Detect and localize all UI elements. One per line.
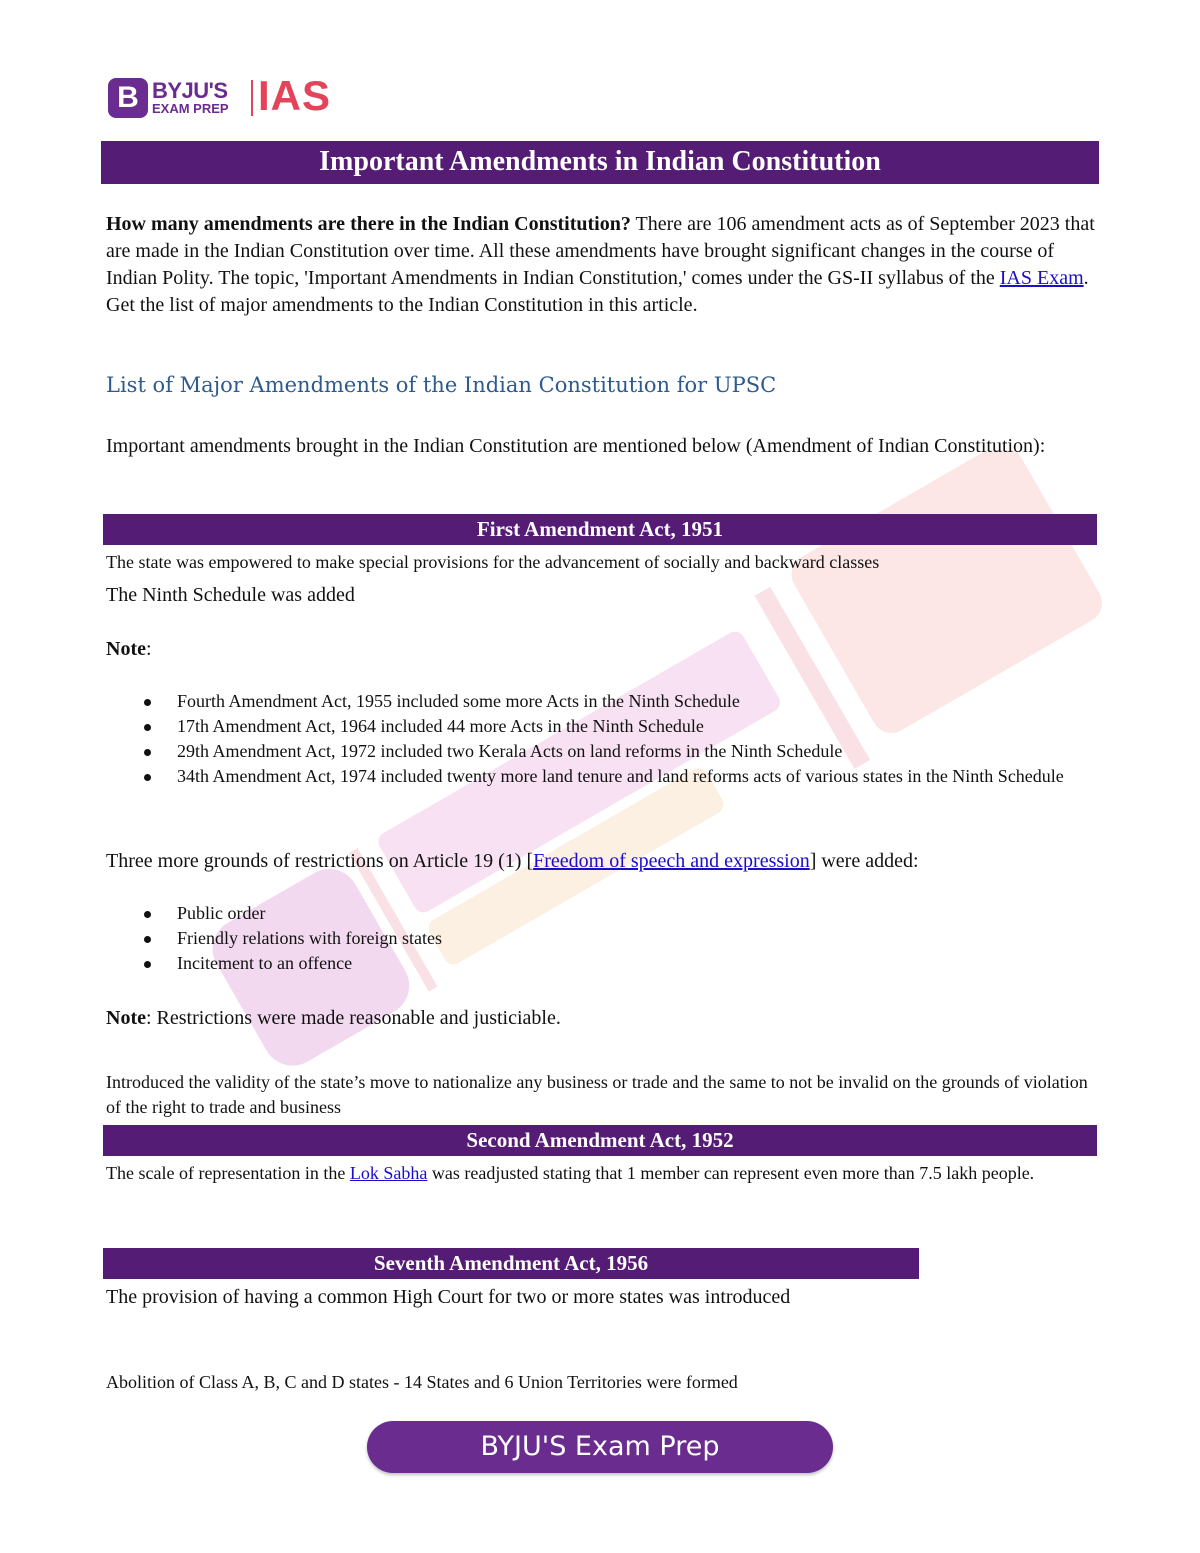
list-item: Incitement to an offence	[106, 951, 1096, 976]
first-amendment-header: First Amendment Act, 1951	[103, 514, 1097, 545]
ias-exam-link[interactable]: IAS Exam	[999, 267, 1084, 289]
list-item: Public order	[106, 901, 1096, 926]
note-2	[106, 1005, 561, 1032]
intro-paragraph	[106, 211, 1096, 319]
list-item: 29th Amendment Act, 1972 included two Kerala Acts on land reforms in the Ninth Schedule	[106, 739, 1096, 764]
section-heading: List of Major Amendments of the Indian Constitution for UPSC	[106, 373, 777, 397]
grounds-text: Three more grounds of restrictions on Article 19 (1) [	[106, 850, 534, 872]
logo-subtitle: EXAM PREP	[152, 101, 229, 116]
note2-label: Note	[106, 1007, 146, 1029]
intro-paragraph-2: Important amendments brought in the Indian Constitution are mentioned below (Amendment of Indian Constitution):	[106, 435, 1046, 457]
list-item: Friendly relations with foreign states	[106, 926, 1096, 951]
grounds-text-end: ] were added:	[809, 850, 919, 872]
grounds-paragraph	[106, 848, 919, 875]
logo-divider	[251, 80, 253, 116]
note-colon: :	[145, 638, 152, 660]
note-1	[106, 636, 152, 663]
second-amendment-header: Second Amendment Act, 1952	[103, 1125, 1097, 1156]
byjus-logo-icon: B	[108, 78, 148, 118]
seventh-amendment-header: Seventh Amendment Act, 1956	[103, 1248, 919, 1279]
seventh-amendment-line-2: Abolition of Class A, B, C and D states - 14 States and 6 Union Territories were formed	[106, 1372, 738, 1392]
intro-text: There are 106 amendment acts as of September 2023 that are made in the Indian Constitution over time. All these amendments have brought significant changes in the course of Indian Polity. The topic, 'Important Amendments in Indian Constitution,' comes under the GS-II syllabus of the	[106, 213, 1095, 289]
second-text: The scale of representation in the	[106, 1163, 350, 1183]
lok-sabha-link[interactable]: Lok Sabha	[349, 1163, 428, 1183]
note-label: Note	[106, 638, 146, 660]
list-item: Fourth Amendment Act, 1955 included some more Acts in the Ninth Schedule	[106, 689, 1096, 714]
list-item: 34th Amendment Act, 1974 included twenty more land tenure and land reforms acts of various states in the Ninth Schedule	[106, 764, 1096, 789]
list-item: 17th Amendment Act, 1964 included 44 more Acts in the Ninth Schedule	[106, 714, 1096, 739]
intro-question: How many amendments are there in the Indian Constitution?	[106, 213, 631, 235]
byjus-exam-prep-button[interactable]: BYJU'S Exam Prep	[367, 1421, 833, 1473]
page-title: Important Amendments in Indian Constitution	[101, 141, 1099, 184]
ninth-schedule-list	[106, 689, 1096, 789]
intro-text-end: . Get the list of major amendments to the Indian Constitution in this article.	[106, 267, 1089, 316]
logo-ias: IAS	[258, 72, 332, 119]
second-amendment-text	[106, 1161, 1096, 1186]
freedom-of-speech-link[interactable]: Freedom of speech and expression	[533, 850, 810, 872]
seventh-amendment-line-1: The provision of having a common High Court for two or more states was introduced	[106, 1286, 791, 1308]
logo-brand: BYJU'S	[152, 78, 228, 103]
first-amendment-line-2: The Ninth Schedule was added	[106, 584, 355, 606]
grounds-list	[106, 901, 1096, 976]
validity-paragraph: Introduced the validity of the state’s move to nationalize any business or trade and the same to not be invalid on the grounds of violation of the right to trade and business	[106, 1072, 1088, 1117]
note2-text: : Restrictions were made reasonable and justiciable.	[145, 1007, 561, 1029]
first-amendment-line-1: The state was empowered to make special provisions for the advancement of socially and backward classes	[106, 552, 880, 572]
second-text-end: was readjusted stating that 1 member can represent even more than 7.5 lakh people.	[427, 1163, 1035, 1183]
